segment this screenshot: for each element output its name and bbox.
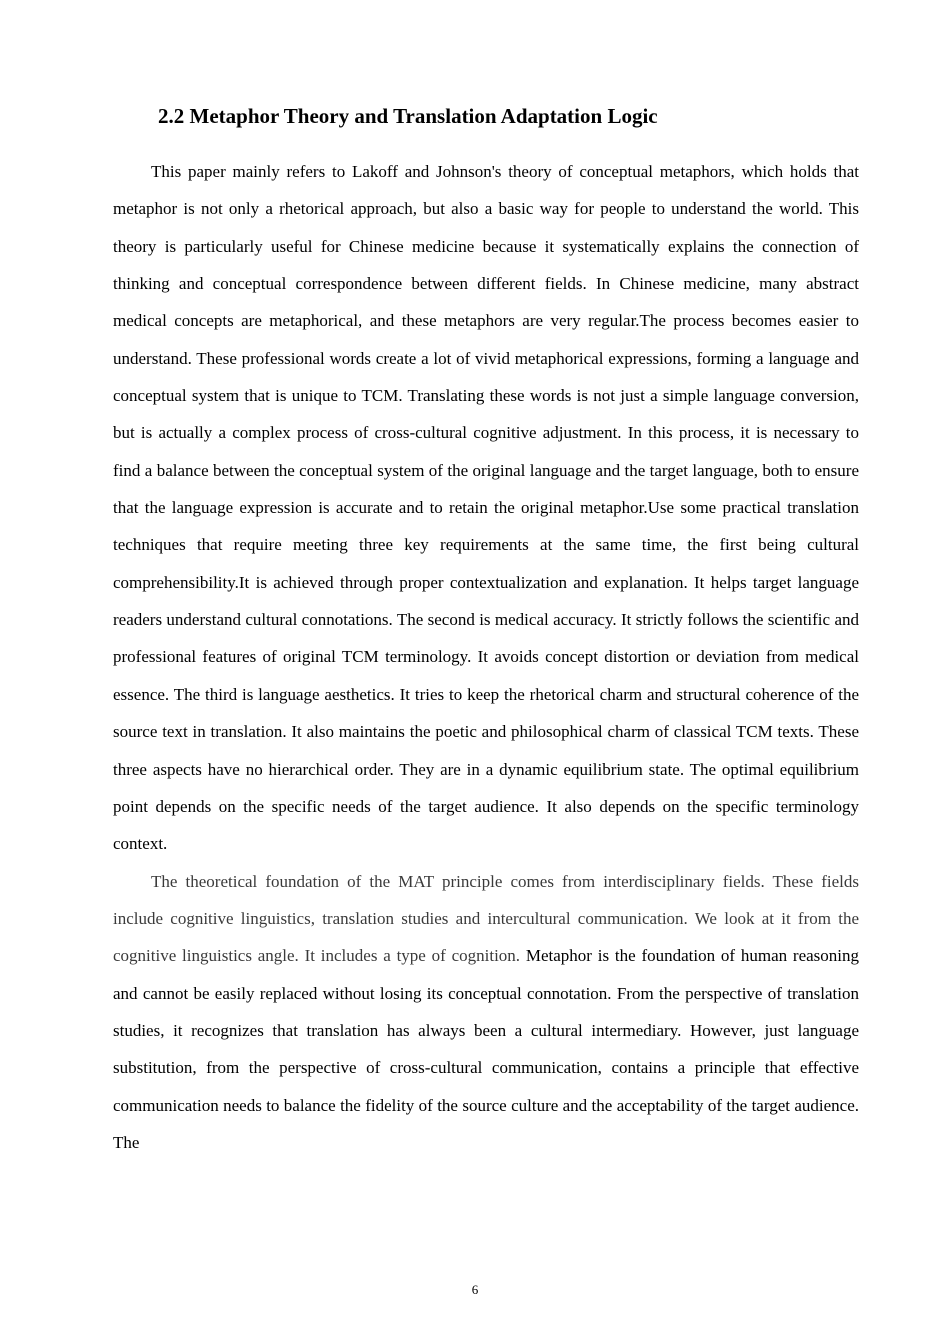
paragraph-1: This paper mainly refers to Lakoff and Johnson's theory of conceptual metaphors, which holds that metaphor is not only a rhetorical approach, but also a basic way for people to understand the world. This theory is particularly useful for Chinese medicine because it systematically explains the connection of thinking and conceptual correspondence between different fields. In Chinese medicine, many abstract medical concepts are metaphorical, and these metaphors are very regular.The process becomes easier to understand. These professional words create a lot of vivid metaphorical expressions, forming a language and conceptual system that is unique to TCM. Translating these words is not just a simple language conversion, but is actually a complex process of cross-cultural cognitive adjustment. In this process, it is necessary to find a balance between the conceptual system of the original language and the target language, both to ensure that the language expression is accurate and to retain the original metaphor.Use some practical translation techniques that require meeting three key requirements at the same time, the first being cultural comprehensibility.It is achieved through proper contextualization and explanation. It helps target language readers understand cultural connotations. The second is medical accuracy. It strictly follows the scientific and professional features of original TCM terminology. It avoids concept distortion or deviation from medical essence. The third is language aesthetics. It tries to keep the rhetorical charm and structural coherence of the source text in translation. It also maintains the poetic and philosophical charm of classical TCM texts. These three aspects have no hierarchical order. They are in a dynamic equilibrium state. The optimal equilibrium point depends on the specific needs of the target audience. It also depends on the specific terminology context. — [113, 162, 859, 854]
paragraph-2-part-2: Metaphor is the foundation of human reasoning and cannot be easily replaced without losing its conceptual connotation. From the perspective of translation studies, it recognizes that translation has always been a cultural intermediary. However, just language substitution, from the perspective of cross-cultural communication, contains a principle that effective communication needs to balance the fidelity of the source culture and the acceptability of the target audience. The — [113, 946, 859, 1152]
paragraph-2-part-1: The theoretical foundation of the MAT principle comes from interdisciplinary fields. These fields include cognitive linguistics, translation studies and intercultural communication. We look at it from the cognitive linguistics angle. It includes a type of cognition. — [113, 871, 859, 966]
body-text — [113, 153, 859, 1161]
page-number: 6 — [471, 1282, 479, 1297]
paragraph-2 — [113, 863, 859, 1162]
section-heading: 2.2 Metaphor Theory and Translation Adaptation Logic — [158, 104, 658, 128]
